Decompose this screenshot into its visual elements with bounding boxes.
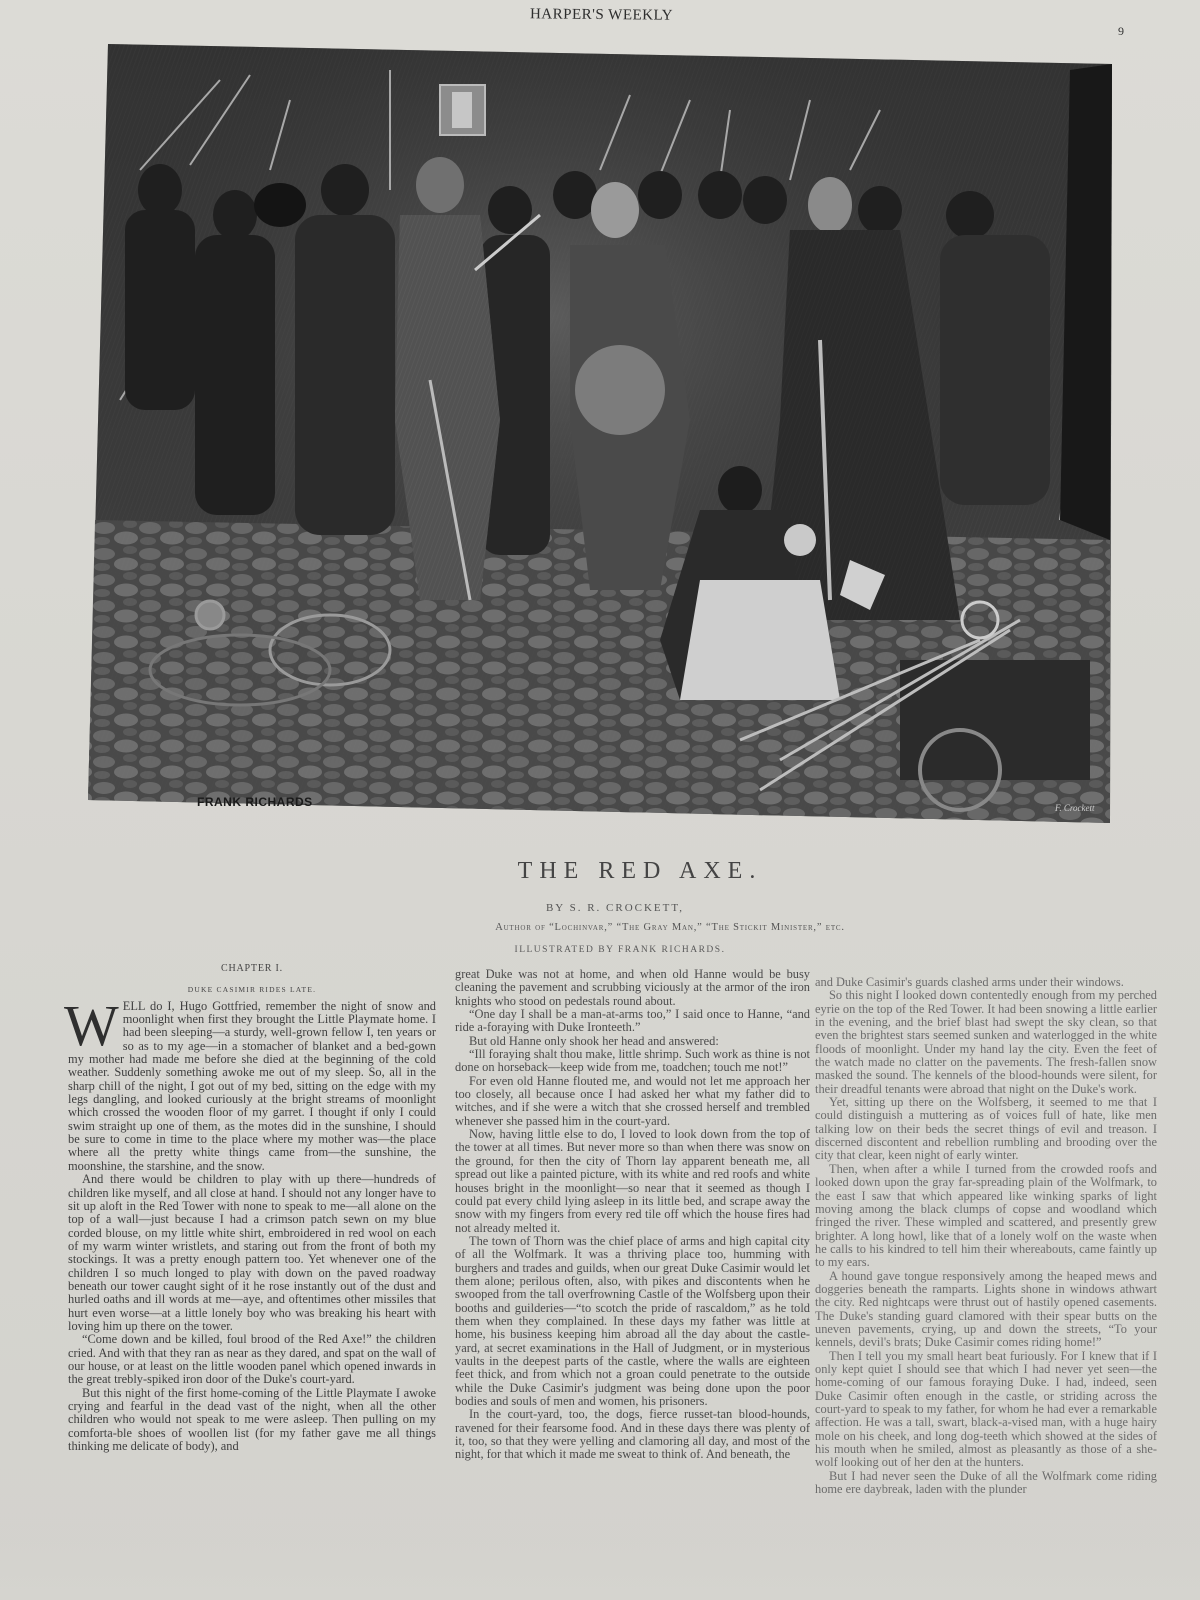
paragraph: “One day I shall be a man-at-arms too,” I said once to Hanne, “and ride a-foraying with Duke Ironteeth.” (455, 1007, 810, 1035)
paragraph: A hound gave tongue responsively among the heaped mews and doggeries beneath the ramparts. Lights shone in windows athwart the city. Red nightcaps were thrust out of hastily opened casements. The Duke's standing guard clamored with their spear butts on the uneven pavements, crying, up and down the streets, “To your kennels, devil's brats; Duke Casimir comes riding home!” (815, 1268, 1157, 1350)
illustrator-credit: ILLUSTRATED BY FRANK RICHARDS. (514, 945, 726, 955)
artist-signature: FRANK RICHARDS (197, 795, 313, 809)
paragraph: great Duke was not at home, and when old Hanne would be busy cleaning the pavement and scrubbing viciously at the armor of the iron knights who stood on pedestals round about. (455, 967, 810, 1008)
paragraph: So this night I looked down contentedly enough from my perched eyrie on the top of the Red Tower. It had been snowing a little earlier in the evening, and the brief blast had swept the sky clean, so that even the brightest stars seemed sunken and waterlogged in the white floods of moonlight. Under my hand lay the city. Even the feet of the watch made no clatter on the pavements. The fresh-fallen snow masked the sound. The kennels of the blood-hounds were silent, for their dreadful tenants were abroad that night on the Duke's work. (815, 988, 1157, 1096)
paragraph: “Ill foraying shalt thou make, little shrimp. Such work as thine is not done on horseback—keep wide from me, toadchen; touch me not!” (455, 1047, 810, 1075)
lantern-icon (440, 85, 485, 135)
photo-vignette (0, 1540, 1200, 1600)
paragraph: Now, having little else to do, I loved to look down from the top of the tower at all times. But never more so than when there was snow on the ground, for then the city of Thorn lay apparent beneath me, all spread out like a painted picture, with its white and red roofs and white houses bright in the moonlight—so near that it seemed as though I could pat every child lying asleep in its little bed, and scrape away the snow with my fingers from every red tile off which the house fires had not already melted it. (455, 1127, 810, 1235)
story-title: THE RED AXE. (517, 858, 763, 884)
paragraph: But old Hanne only shook her head and answered: (469, 1033, 719, 1048)
paragraph: and Duke Casimir's guards clashed arms under their windows. (815, 975, 1124, 989)
text-column-1 (64, 962, 436, 1454)
text-column-3 (815, 976, 1157, 1496)
paragraph: Yet, sitting up there on the Wolfsberg, it seemed to me that I could distinguish a muttering as of voices full of hate, like men talking low on their beds the secret things of evil and treason. I discerned discontent and rebellion rumbling and brooding over the city that clear, keen night of early winter. (815, 1095, 1157, 1163)
drop-cap: W (64, 992, 119, 1058)
paragraph: The town of Thorn was the chief place of arms and high capital city of all the Wolfmark. It was a thriving place too, humming with burghers and trades and guilds, when our great Duke Casimir would let them alone; perilous often, also, with pikes and discontents when he swooped from the tall overfrowning Castle of the Wolfsberg upon their booths and guilderies—“to scotch the pride of rascaldom,” as he told them when they complained. In these days my father was little at home, his business keeping him abroad all the day about the castle-yard, at secret examinations in the Hall of Judgment, or in mysterious vaults in the deepest parts of the castle, where the walls are eighteen feet thick, and from which not a groan could penetrate to the outside while the Duke Casimir's judgment was being done upon the poor bodies and souls of men and women, his prisoners. (455, 1233, 810, 1408)
paragraph: For even old Hanne flouted me, and would not let me approach her too closely, all because once I had asked her what my father did to witches, and if she were a witch that she crossed herself and trembled whenever she passed him in the court-yard. (455, 1073, 810, 1128)
text-column-2 (455, 968, 810, 1462)
paragraph: But I had never seen the Duke of all the Wolfmark come riding home ere daybreak, laden with the plunder (815, 1468, 1157, 1497)
engraver-signature: F. Crockett (1055, 803, 1095, 813)
byline: BY S. R. CROCKETT, (545, 902, 685, 914)
paragraph: “Come down and be killed, foul brood of the Red Axe!” the children cried. And with that they ran as near as they dared, and spat on the wall of our house, or at least on the little wooden panel which opened inwards in the great trebly-spiked iron door of the Duke's court-yard. (68, 1332, 436, 1387)
paragraph: But this night of the first home-coming of the Little Playmate I awoke crying and fearful in the dead vast of the night, when all the other children who would not speak to me were asleep. Then pulling on my comforta-ble shoes of woollen list (for my father gave me all things thinking me delicate of body), and (68, 1385, 436, 1454)
chapter-heading: CHAPTER I. (221, 963, 283, 974)
paragraph: And there would be children to play with up there—hundreds of children like myself, and all close at hand. I should not any longer have to sit up aloft in the Red Tower with none to speak to me—all alone on the top of a wall—just because I had a crimson patch sewn on my blue corded blouse, on my little white shirt, embroidered in red wool on each of my warm winter wristlets, and staring out from the front of both my stockings. It was a pretty enough pattern too. Yet whenever one of the children I so much longed to play with down on the paved roadway beneath our tower caught sight of it he rose instantly out of the dust and hurled oaths and ill words at me—aye, and oftentimes other missiles that hurt even worse—at a little lonely boy who was breaking his heart with loving him up there on the tower. (68, 1172, 436, 1333)
running-head: HARPER'S WEEKLY (529, 6, 674, 24)
paragraph: WELL do I, Hugo Gottfried, remember the night of snow and moonlight when first they brought the Little Playmate home. I had been sleeping—a sturdy, well-grown fellow I, ten years or so as to my age—in a stomacher of blanket and a bed-gown my mother had made me before she died at the beginning of the cold weather. Suddenly something awoke me out of my sleep. So, all in the sharp chill of the night, I got out of my bed, sitting on the edge with my legs dangling, and looked curiously at the bright streams of moonlight which crossed the wooden floor of my garret. I thought if only I could swim straight up one of them, as the motes did in the sunshine, I should be sure to come in time to the place where my mother was—the place where all the pretty white things came from—the sunshine, the moonshine, the starshine, and the snow. (64, 992, 436, 1173)
page-number: 9 (1118, 24, 1124, 38)
author-credits: Author of “Lochinvar,” “The Gray Man,” “The Stickit Minister,” etc. (495, 922, 845, 933)
paragraph: Then, when after a while I turned from the crowded roofs and looked down upon the gray far-spreading plain of the Wolfmark, to the east I saw that which appeared like winking sparks of light moving among the black clumps of copse and woodland which fringed the river. These wimpled and scattered, and presently grew brighter. A long howl, like that of a lonely wolf on the waste when he calls to his kindred to tell him their whereabouts, came faintly up to my ears. (815, 1161, 1157, 1270)
paragraph: Then I tell you my small heart beat furiously. For I knew that if I only kept quiet I should see that which I had never yet seen—the home-coming of our famous foraying Duke. I had, indeed, seen Duke Casimir often enough in the castle, or striding across the court-yard to speak to my father, for whom he had ever a remarkable affection. He was a tall, swart, black-a-vised man, with a huge hairy mole on his cheek, and long dog-teeth which showed at the sides of his mouth when he smiled, almost as pleasantly as those of a she-wolf looking out of her den at the hunters. (815, 1348, 1157, 1470)
chapter-title: DUKE CASIMIR RIDES LATE. (187, 985, 317, 995)
paragraph: In the court-yard, too, the dogs, fierce russet-tan blood-hounds, ravened for their fearsome food. And in these days there was plenty of it, too, so that they were yelling and clamoring all day, and most of the night, for that which it made me sweat to think of. And beneath, the (455, 1407, 810, 1462)
